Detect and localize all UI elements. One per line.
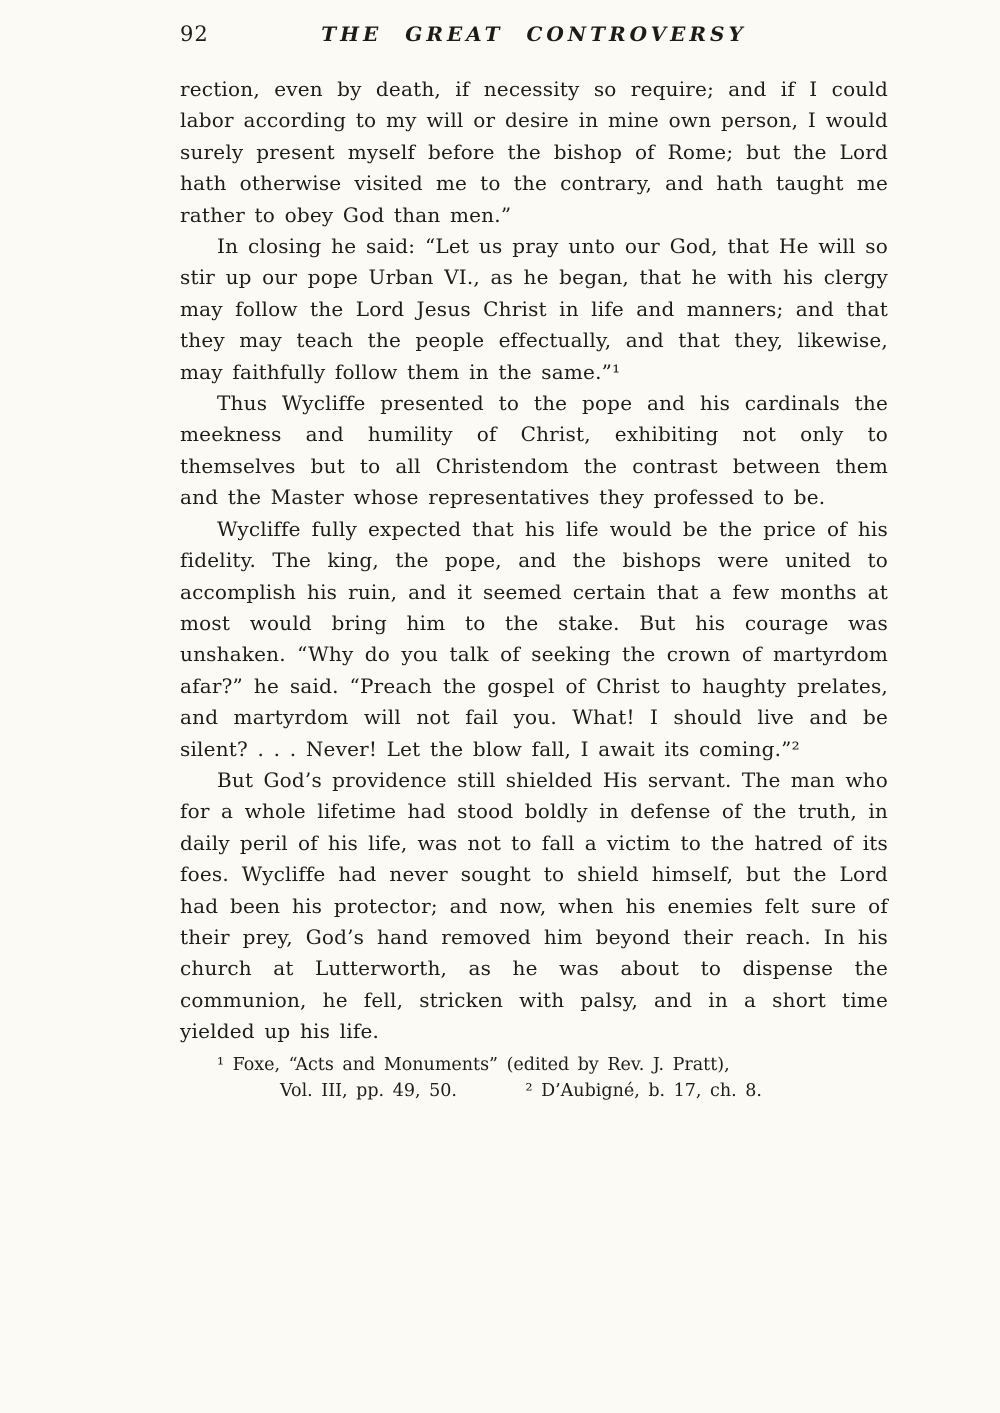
footnotes <box>180 1052 888 1104</box>
footnote-2: ² D’Aubigné, b. 17, ch. 8. <box>525 1080 762 1101</box>
page-header <box>180 22 888 56</box>
paragraph-3: Thus Wycliffe presented to the pope and his cardinals the meekness and humility of Christ, exhibiting not only to themselves but to all Christendom the contrast between them and the Master whose representatives they professed to be. <box>180 391 888 510</box>
running-title: THE GREAT CONTROVERSY <box>321 22 747 46</box>
paragraph-2: In closing he said: “Let us pray unto our God, that He will so stir up our pope Urban VI., as he began, that he with his clergy may follow the Lord Jesus Christ in life and manners; and that they may teach the people effectually, and that they, likewise, may faithfully follow them in the same.”¹ <box>180 234 888 384</box>
page-number: 92 <box>180 22 209 46</box>
page-body <box>180 74 888 1048</box>
paragraph-4: Wycliffe fully expected that his life would be the price of his fidelity. The king, the pope, and the bishops were united to accomplish his ruin, and it seemed certain that a few months at most would bring him to the stake. But his courage was unshaken. “Why do you talk of seeking the crown of martyrdom afar?” he said. “Preach the gospel of Christ to haughty prelates, and martyrdom will not fail you. What! I should live and be silent? . . . Never! Let the blow fall, I await its coming.”² <box>180 516 888 761</box>
paragraph-1: rection, even by death, if necessity so require; and if I could labor according to my will or desire in mine own person, I would surely present myself before the bishop of Rome; but the Lord hath otherwise visited me to the contrary, and hath taught me rather to obey God than men.” <box>180 77 888 227</box>
footnote-1-continued: Vol. III, pp. 49, 50. <box>280 1080 457 1101</box>
footnote-1: ¹ Foxe, “Acts and Monuments” (edited by Rev. J. Pratt), <box>217 1054 730 1075</box>
paragraph-5: But God’s providence still shielded His servant. The man who for a whole lifetime had stood boldly in defense of the truth, in daily peril of his life, was not to fall a victim to the hatred of its foes. Wycliffe had never sought to shield himself, but the Lord had been his protector; and now, when his enemies felt sure of their prey, God’s hand removed him beyond their reach. In his church at Lutterworth, as he was about to dispense the communion, he fell, stricken with palsy, and in a short time yielded up his life. <box>180 767 888 1044</box>
footnote-line-2 <box>180 1078 888 1104</box>
